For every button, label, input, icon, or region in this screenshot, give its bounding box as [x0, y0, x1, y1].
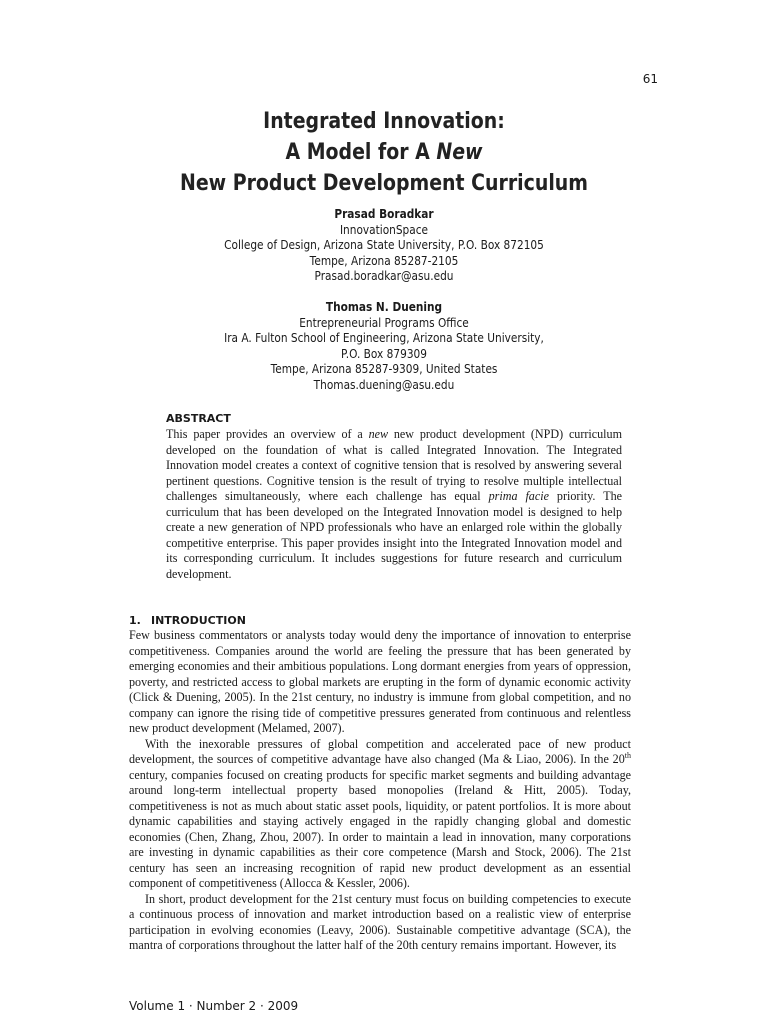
paper-title: [0, 106, 768, 199]
author-affiliation-line: P.O. Box 879309: [341, 346, 427, 361]
abstract-section: [166, 412, 622, 582]
page-number: 61: [642, 72, 658, 86]
title-line-3: New Product Development Curriculum: [179, 171, 589, 196]
abstract-text: priority. The curriculum that has been developed on the Integrated Innovation model is designed to help create a new generation of NPD professionals who have an enlarged role within the globally competitive enterprise. This paper provides insight into the Integrated Innovation model and its corresponding curriculum. It includes suggestions for future research and curriculum development.: [166, 489, 622, 581]
author-affiliation-line: InnovationSpace: [339, 222, 429, 237]
abstract-body: [166, 427, 622, 582]
author-list: [0, 207, 768, 394]
paragraph-text: century, companies focused on creating products for specific market segments and building advantage around long-term intellectual property based monopolies (Ireland & Hitt, 2005). Today, competitiveness is not as much about static asset pools, liquidity, or patent portfolios. It is more about dynamic capabilities and staying actively engaged in the rapidly changing global and domestic economies (Chen, Zhang, Zhou, 2007). In order to maintain a lead in innovation, many corporations are investing in dynamic capabilities as their core competence (Marsh and Stock, 2006). The 21st century has seen an increasing recognition of rapid new product development as an essential component of competitiveness (Allocca & Kessler, 2006).: [129, 767, 631, 890]
author-affiliation-line: Ira A. Fulton School of Engineering, Arizona State University,: [224, 331, 544, 346]
introduction-section: [129, 614, 631, 954]
section-heading: [129, 614, 631, 627]
author-email: Thomas.duening@asu.edu: [313, 377, 455, 392]
author-affiliation-line: Entrepreneurial Programs Office: [299, 315, 469, 330]
author-name: Thomas N. Duening: [325, 299, 443, 314]
abstract-italic: new: [368, 427, 389, 441]
paragraph: In short, product development for the 21st century must focus on building competencies to execute a continuous process of innovation and market introduction based on a realistic view of enterprise participation in evolving economies (Leavy, 2006). Sustainable competitive advantage (SCA), the mantra of corporations throughout the latter half of the 20th century remains important. However, its: [129, 891, 631, 952]
author-affiliation-line: Tempe, Arizona 85287-2105: [309, 253, 459, 268]
paragraph-text: With the inexorable pressures of global competition and accelerated pace of new product development, the sources of competitive advantage have also changed (Ma & Liao, 2006). In the 20: [129, 736, 631, 766]
paragraph: Few business commentators or analysts today would deny the importance of innovation to enterprise competitiveness. Companies around the world are feeling the pressure that has been generated by emerging economies and their ambitious populations. Long dormant energies from years of oppression, poverty, and restricted access to global markets are erupting in the form of dynamic economic activity (Click & Duening, 2005). In the 21st century, no industry is immune from global competition, and no company can ignore the rising tide of competitive pressures generated from continuous and relentless new product development (Melamed, 2007).: [129, 628, 631, 735]
title-line-2-text: A Model for A: [285, 140, 437, 165]
author-1: [0, 207, 768, 285]
author-affiliation-line: College of Design, Arizona State University, P.O. Box 872105: [224, 238, 544, 253]
author-affiliation-line: Tempe, Arizona 85287-9309, United States: [270, 362, 498, 377]
abstract-italic: prima facie: [488, 489, 549, 504]
author-name: Prasad Boradkar: [334, 207, 434, 221]
title-line-2: [54, 137, 714, 168]
abstract-text: new product development (NPD) curriculum developed on the foundation of what is called Integrated Innovation. The Integrated Innovation model creates a context of cognitive tension that is resolved by answering several pertinent questions. Cognitive tension is the result of trying to resolve multiple intellectual challenges simultaneously, where each challenge has equal: [166, 427, 622, 504]
title-line-2-italic: New: [436, 140, 483, 165]
abstract-text: This paper provides an overview of a: [166, 427, 369, 441]
author-2: [0, 300, 768, 394]
abstract-heading: ABSTRACT: [166, 412, 231, 425]
section-number: 1.: [129, 614, 141, 627]
paragraph: [129, 737, 631, 892]
superscript: th: [624, 750, 631, 760]
title-line-1: Integrated Innovation:: [263, 109, 505, 134]
author-email: Prasad.boradkar@asu.edu: [314, 269, 454, 284]
journal-footer: Volume 1 · Number 2 · 2009: [129, 999, 299, 1013]
section-title: INTRODUCTION: [151, 614, 246, 627]
